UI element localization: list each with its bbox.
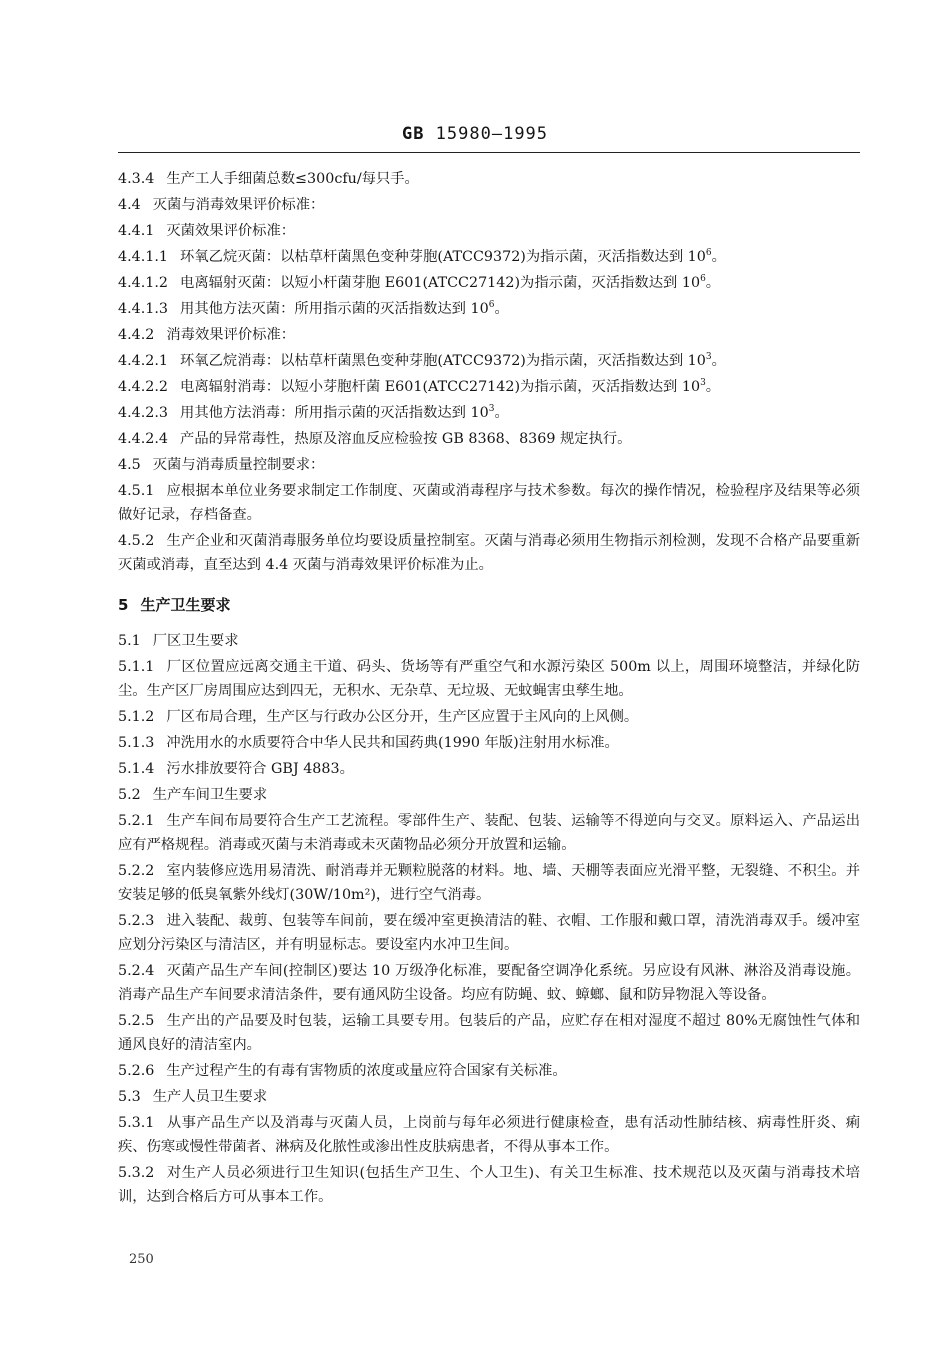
section-5-items <box>118 629 860 1209</box>
clause-number: 4.5.2 <box>118 533 155 549</box>
clause-number: 4.4 <box>118 197 141 213</box>
clause-paragraph <box>118 427 860 451</box>
exponent: 6 <box>488 300 495 311</box>
clause-paragraph <box>118 219 860 243</box>
clause-number: 4.4.2 <box>118 327 155 343</box>
clause-text: 灭菌效果评价标准： <box>166 223 296 239</box>
clause-tail: 。 <box>705 275 721 291</box>
clause-paragraph <box>118 1085 860 1109</box>
page-number: 250 <box>129 1252 154 1267</box>
clause-paragraph <box>118 1111 860 1159</box>
exponent: 3 <box>488 404 495 415</box>
clause-number: 5.2.5 <box>118 1013 155 1029</box>
clause-number: 5.1 <box>118 633 141 649</box>
section-heading <box>118 593 860 617</box>
clause-tail: 。 <box>494 301 509 317</box>
header-rule <box>118 152 860 153</box>
clause-number: 5.3 <box>118 1089 141 1105</box>
clause-number: 5.2.1 <box>118 813 155 829</box>
clause-number: 5.2.2 <box>118 863 155 879</box>
clause-text: 环氧乙烷灭菌：以枯草杆菌黑色变种芽胞(ATCC9372)为指示菌，灭活指数达到 10 <box>180 249 706 265</box>
clause-paragraph <box>118 401 860 425</box>
clause-paragraph <box>118 245 860 269</box>
clause-text: 生产企业和灭菌消毒服务单位均要设质量控制室。灭菌与消毒必须用生物指示剂检测，发现不合格产品要重新灭菌或消毒，直至达到 4.4 灭菌与消毒效果评价标准为止。 <box>118 533 860 573</box>
clause-text: 厂区布局合理，生产区与行政办公区分开，生产区应置于主风向的上风侧。 <box>166 709 639 725</box>
exponent: 3 <box>705 352 712 363</box>
exponent: 3 <box>700 378 706 389</box>
clause-text: 电离辐射灭菌：以短小杆菌芽胞 E601(ATCC27142)为指示菌，灭活指数达到 10 <box>180 275 701 291</box>
clause-paragraph <box>118 809 860 857</box>
clause-number: 4.4.2.4 <box>118 431 169 447</box>
clause-paragraph <box>118 705 860 729</box>
clause-text: 灭菌与消毒质量控制要求： <box>152 457 325 473</box>
clause-paragraph <box>118 453 860 477</box>
clause-paragraph <box>118 375 860 399</box>
clause-number: 4.4.1 <box>118 223 155 239</box>
clause-paragraph <box>118 297 860 321</box>
clause-text: 从事产品生产以及消毒与灭菌人员，上岗前与每年必须进行健康检查，患有活动性肺结核、病毒性肝炎、痢疾、伤寒或慢性带菌者、淋病及化脓性或渗出性皮肤病患者，不得从事本工作。 <box>118 1115 860 1155</box>
clause-paragraph <box>118 1059 860 1083</box>
clause-number: 5.1.4 <box>118 761 155 777</box>
clause-paragraph <box>118 271 860 295</box>
clause-paragraph <box>118 479 860 527</box>
clause-text: 应根据本单位业务要求制定工作制度、灭菌或消毒程序与技术参数。每次的操作情况，检验程序及结果等必须做好记录，存档备查。 <box>118 483 860 523</box>
clause-number: 4.5 <box>118 457 141 473</box>
clause-number: 4.4.1.1 <box>118 249 169 265</box>
clause-paragraph <box>118 1161 860 1209</box>
clause-text: 用其他方法消毒：所用指示菌的灭活指数达到 10 <box>180 405 489 421</box>
clause-number: 5.2.6 <box>118 1063 155 1079</box>
clause-paragraph <box>118 959 860 1007</box>
clause-paragraph <box>118 655 860 703</box>
clause-text: 灭菌产品生产车间(控制区)要达 10 万级净化标准，要配备空调净化系统。另应设有风淋、淋浴及消毒设施。消毒产品生产车间要求清洁条件，要有通风防尘设备。均应有防蝇、蚊、蟑螂、鼠和防异物混入等设备。 <box>118 963 860 1003</box>
clause-text: 产品的异常毒性，热原及溶血反应检验按 GB 8368、8369 规定执行。 <box>180 431 632 447</box>
clause-paragraph <box>118 529 860 577</box>
exponent: 6 <box>700 274 706 285</box>
section-number: 5 <box>118 596 129 614</box>
clause-paragraph <box>118 629 860 653</box>
clause-paragraph <box>118 167 860 191</box>
clause-text: 生产人员卫生要求 <box>152 1089 268 1105</box>
clause-paragraph <box>118 349 860 373</box>
clause-text: 室内装修应选用易清洗、耐消毒并无颗粒脱落的材料。地、墙、天棚等表面应光滑平整，无裂缝、不积尘。并安装足够的低臭氧紫外线灯(30W/10m²)，进行空气消毒。 <box>118 863 860 903</box>
clause-number: 5.2 <box>118 787 141 803</box>
clause-number: 5.2.3 <box>118 913 155 929</box>
clause-tail: 。 <box>705 379 721 395</box>
clause-number: 5.2.4 <box>118 963 155 979</box>
standard-number: 15980—1995 <box>424 124 549 144</box>
clause-number: 5.3.1 <box>118 1115 155 1131</box>
clause-number: 4.4.2.2 <box>118 379 169 395</box>
clause-text: 电离辐射消毒：以短小芽胞杆菌 E601(ATCC27142)为指示菌，灭活指数达到 10 <box>180 379 701 395</box>
clause-text: 厂区卫生要求 <box>152 633 239 649</box>
clause-tail: 。 <box>494 405 509 421</box>
clause-text: 生产出的产品要及时包装，运输工具要专用。包装后的产品，应贮存在相对湿度不超过 80%无腐蚀性气体和通风良好的清洁室内。 <box>118 1013 860 1053</box>
clause-text: 环氧乙烷消毒：以枯草杆菌黑色变种芽胞(ATCC9372)为指示菌，灭活指数达到 10 <box>180 353 706 369</box>
exponent: 6 <box>705 248 712 259</box>
clause-paragraph <box>118 783 860 807</box>
section-title: 生产卫生要求 <box>140 596 231 614</box>
clause-text: 用其他方法灭菌：所用指示菌的灭活指数达到 10 <box>180 301 489 317</box>
clause-text: 生产车间布局要符合生产工艺流程。零部件生产、装配、包装、运输等不得逆向与交叉。原料运入、产品运出应有严格规程。消毒或灭菌与未消毒或未灭菌物品必须分开放置和运输。 <box>118 813 860 853</box>
clause-number: 4.4.2.3 <box>118 405 169 421</box>
clause-number: 5.1.3 <box>118 735 155 751</box>
document-body <box>118 167 860 1211</box>
clause-number: 4.5.1 <box>118 483 155 499</box>
clause-number: 5.1.1 <box>118 659 155 675</box>
clause-paragraph <box>118 1009 860 1057</box>
clause-text: 生产过程产生的有毒有害物质的浓度或量应符合国家有关标准。 <box>166 1063 567 1079</box>
clause-tail: 。 <box>711 249 726 265</box>
clause-number: 4.4.1.3 <box>118 301 169 317</box>
clause-text: 厂区位置应远离交通主干道、码头、货场等有严重空气和水源污染区 500m 以上，周围环境整洁，并绿化防尘。生产区厂房周围应达到四无，无积水、无杂草、无垃圾、无蚊蝇害虫孳生地。 <box>118 659 860 699</box>
clause-number: 4.4.2.1 <box>118 353 169 369</box>
standard-prefix: GB <box>401 124 425 144</box>
clause-number: 5.3.2 <box>118 1165 155 1181</box>
clause-paragraph <box>118 757 860 781</box>
clause-text: 冲洗用水的水质要符合中华人民共和国药典(1990 年版)注射用水标准。 <box>166 735 619 751</box>
clause-paragraph <box>118 731 860 755</box>
clause-text: 消毒效果评价标准： <box>166 327 296 343</box>
clause-paragraph <box>118 859 860 907</box>
section-4-items <box>118 167 860 577</box>
clause-tail: 。 <box>711 353 726 369</box>
page-header <box>0 124 950 144</box>
clause-text: 对生产人员必须进行卫生知识(包括生产卫生、个人卫生)、有关卫生标准、技术规范以及灭菌与消毒技术培训，达到合格后方可从事本工作。 <box>118 1165 860 1205</box>
clause-number: 4.4.1.2 <box>118 275 169 291</box>
clause-text: 生产车间卫生要求 <box>152 787 268 803</box>
clause-paragraph <box>118 193 860 217</box>
clause-text: 生产工人手细菌总数≤300cfu/每只手。 <box>166 171 419 187</box>
clause-number: 4.3.4 <box>118 171 155 187</box>
clause-number: 5.1.2 <box>118 709 155 725</box>
clause-paragraph <box>118 323 860 347</box>
clause-text: 进入装配、裁剪、包装等车间前，要在缓冲室更换清洁的鞋、衣帽、工作服和戴口罩，清洗消毒双手。缓冲室应划分污染区与清洁区，并有明显标志。要设室内水冲卫生间。 <box>118 913 860 953</box>
clause-paragraph <box>118 909 860 957</box>
clause-text: 灭菌与消毒效果评价标准： <box>152 197 325 213</box>
clause-text: 污水排放要符合 GBJ 4883。 <box>166 761 354 777</box>
